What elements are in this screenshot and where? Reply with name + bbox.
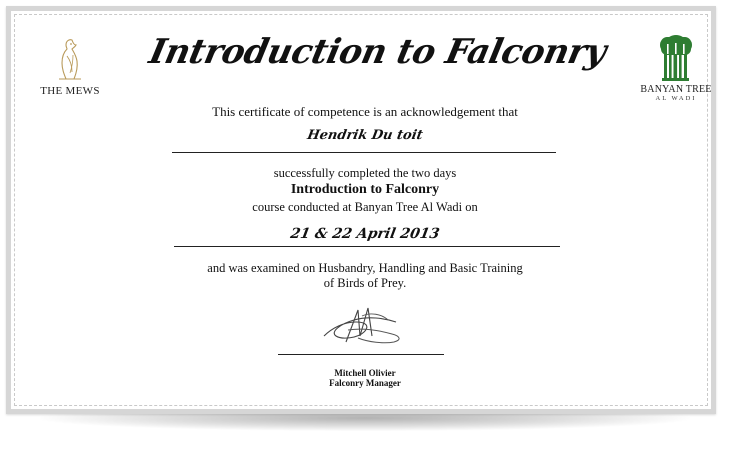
recipient-name: Hendrik Du toit [306, 128, 424, 143]
completed-text: successfully completed the two days [273, 166, 457, 180]
dates-underline [174, 246, 560, 247]
course-name: Introduction to Falconry [290, 182, 440, 197]
tree-icon [658, 35, 694, 83]
signature-line [278, 354, 444, 355]
course-dates: 21 & 22 April 2013 [289, 226, 441, 242]
examined-text-line2: of Birds of Prey. [323, 276, 407, 290]
banyan-tree-logo [639, 35, 713, 115]
banyan-tree-logo-subtext: AL WADI [655, 95, 697, 102]
banyan-tree-logo-text: BANYAN TREE [640, 84, 712, 95]
the-mews-logo [35, 37, 105, 103]
certificate-title: Introduction to Falconry [145, 32, 610, 72]
signer-name: Mitchell Olivier [334, 368, 396, 378]
intro-text: This certificate of competence is an acknowledgement that [212, 104, 518, 119]
the-mews-logo-text: THE MEWS [40, 85, 100, 97]
recipient-underline [172, 152, 556, 153]
falcon-icon [55, 37, 85, 83]
signature [318, 306, 408, 350]
examined-text-line1: and was examined on Husbandry, Handling and Basic Training [207, 261, 523, 275]
conducted-text: course conducted at Banyan Tree Al Wadi on [252, 200, 478, 214]
signer-role: Falconry Manager [329, 378, 401, 388]
